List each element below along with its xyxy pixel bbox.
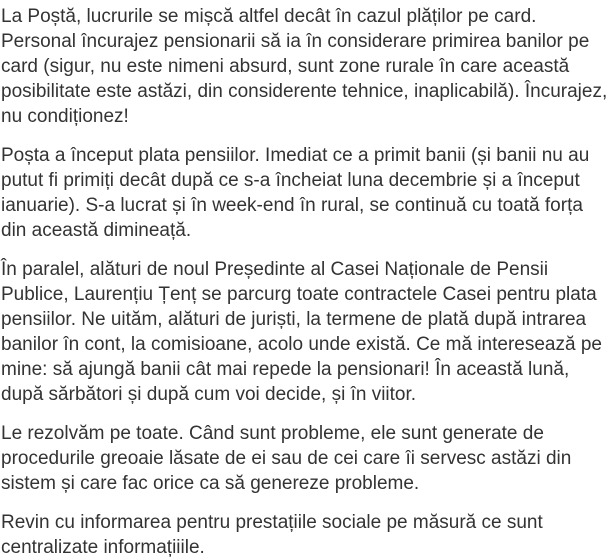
paragraph-container	[1, 4, 611, 560]
text-line: În paralel, alături de noul Președinte al Casei Naționale de Pensii	[1, 259, 549, 280]
text-line: după sărbători și după cum voi decide, și în viitor.	[1, 384, 417, 405]
text-line: Personal încurajez pensionarii să ia în considerare primirea banilor pe	[1, 31, 590, 52]
text-line: La Poștă, lucrurile se mișcă altfel decât în cazul plăților pe card.	[1, 6, 537, 27]
text-line: centralizate informațiiile.	[1, 537, 205, 558]
text-line: nu condiționez!	[1, 106, 129, 127]
text-line: sistem și care fac orice ca să genereze probleme.	[1, 473, 420, 494]
paragraph	[1, 421, 611, 496]
text-line: card (sigur, nu este nimeni absurd, sunt zone rurale în care această	[1, 56, 570, 77]
paragraph	[1, 257, 611, 407]
text-line: putut fi primiți decât după ce s-a încheiat luna decembrie și a început	[1, 170, 580, 191]
text-line: Le rezolvăm pe toate. Când sunt probleme, ele sunt generate de	[1, 423, 544, 444]
paragraph	[1, 510, 611, 560]
text-line: banilor în cont, la comisioane, acolo unde există. Ce mă interesează pe	[1, 334, 602, 355]
text-line: procedurile greoaie lăsate de ei sau de cei care îi servesc astăzi din	[1, 448, 572, 469]
paragraph	[1, 143, 611, 243]
text-line: posibilitate este astăzi, din considerente tehnice, inaplicabilă). Încurajez,	[1, 81, 608, 102]
text-line: Poșta a început plata pensiilor. Imediat ce a primit banii (și banii nu au	[1, 145, 590, 166]
text-line: pensiilor. Ne uităm, alături de juriști, la termene de plată după intrarea	[1, 309, 587, 330]
text-line: Publice, Laurențiu Țenț se parcurg toate contractele Casei pentru plata	[1, 284, 597, 305]
text-line: Revin cu informarea pentru prestațiile sociale pe măsură ce sunt	[1, 512, 543, 533]
text-line: din această dimineață.	[1, 220, 192, 241]
paragraph	[1, 4, 611, 129]
text-line: mine: să ajungă banii cât mai repede la pensionari! În această lună,	[1, 359, 570, 380]
text-line: ianuarie). S-a lucrat și în week-end în rural, se continuă cu toată forța	[1, 195, 583, 216]
